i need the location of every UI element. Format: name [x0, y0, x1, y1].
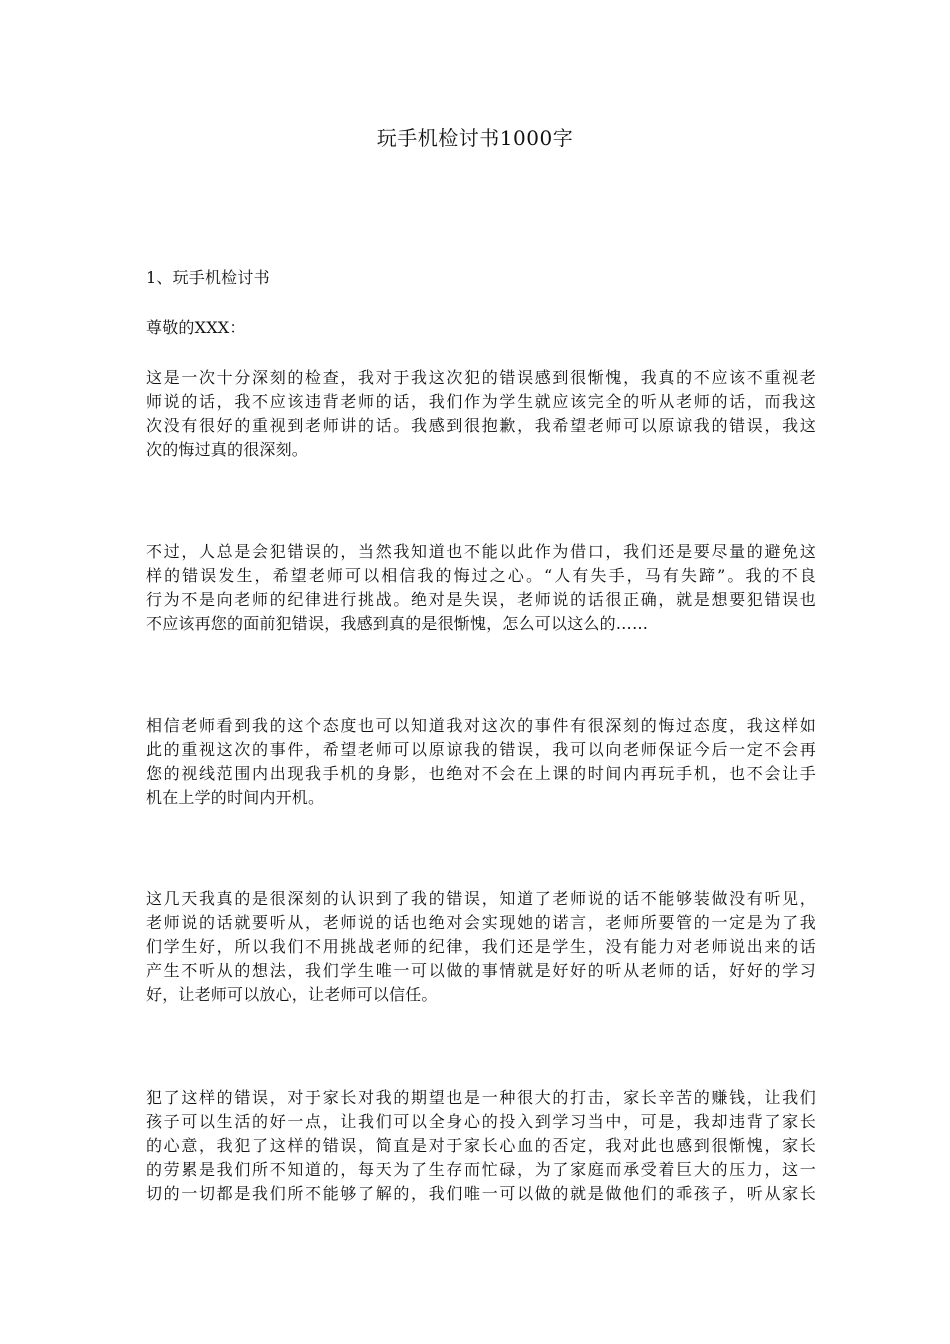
paragraph-5 [146, 1086, 816, 1206]
paragraph-line: 师说的话，我不应该违背老师的话，我们作为学生就应该完全的听从老师的话，而我这 [146, 392, 816, 411]
paragraph-line: 好，让老师可以放心，让老师可以信任。 [146, 985, 438, 1004]
paragraph-line: 产生不听从的想法，我们学生唯一可以做的事情就是好好的听从老师的话，好好的学习 [146, 961, 816, 980]
paragraph-line: 这是一次十分深刻的检查，我对于我这次犯的错误感到很惭愧，我真的不应该不重视老 [146, 368, 816, 387]
paragraph-line: 老师说的话就要听从，老师说的话也绝对会实现她的诺言，老师所要管的一定是为了我 [146, 913, 816, 932]
paragraph-line: 们学生好，所以我们不用挑战老师的纪律，我们还是学生，没有能力对老师说出来的话 [146, 937, 816, 956]
paragraph-line: 相信老师看到我的这个态度也可以知道我对这次的事件有很深刻的悔过态度，我这样如 [146, 716, 816, 735]
paragraph-line: 的心意，我犯了这样的错误，简直是对于家长心血的否定，我对此也感到很惭愧，家长 [146, 1136, 816, 1155]
document-title: 玩手机检讨书1000字 [376, 126, 574, 150]
paragraph-line: 孩子可以生活的好一点，让我们可以全身心的投入到学习当中，可是，我却违背了家长 [146, 1112, 816, 1131]
paragraph-line: 的劳累是我们所不知道的，每天为了生存而忙碌，为了家庭而承受着巨大的压力，这一 [146, 1160, 816, 1179]
paragraph-2 [146, 540, 816, 636]
salutation: 尊敬的XXX： [146, 318, 246, 337]
paragraph-line: 行为不是向老师的纪律进行挑战。绝对是失误，老师说的话很正确，就是想要犯错误也 [146, 590, 816, 609]
paragraph-line: 样的错误发生，希望老师可以相信我的悔过之心。“人有失手，马有失蹄”。我的不良 [146, 566, 816, 585]
section-heading: 1、玩手机检讨书 [146, 268, 270, 287]
paragraph-line: 此的重视这次的事件，希望老师可以原谅我的错误，我可以向老师保证今后一定不会再 [146, 740, 816, 759]
paragraph-line: 机在上学的时间内开机。 [146, 788, 325, 807]
paragraph-4 [146, 887, 816, 1007]
paragraph-line: 犯了这样的错误，对于家长对我的期望也是一种很大的打击，家长辛苦的赚钱，让我们 [146, 1088, 816, 1107]
paragraph-line: 次的悔过真的很深刻。 [146, 440, 309, 459]
paragraph-line: 不应该再您的面前犯错误，我感到真的是很惭愧，怎么可以这么的…… [146, 614, 649, 633]
paragraph-line: 次没有很好的重视到老师讲的话。我感到很抱歉，我希望老师可以原谅我的错误，我这 [146, 416, 816, 435]
paragraph-line: 切的一切都是我们所不能够了解的，我们唯一可以做的就是做他们的乖孩子，听从家长 [146, 1184, 816, 1203]
paragraph-1 [146, 366, 816, 462]
paragraph-line: 您的视线范围内出现我手机的身影，也绝对不会在上课的时间内再玩手机，也不会让手 [146, 764, 816, 783]
paragraph-line: 这几天我真的是很深刻的认识到了我的错误，知道了老师说的话不能够装做没有听见， [146, 889, 816, 908]
paragraph-3 [146, 714, 816, 810]
paragraph-line: 不过，人总是会犯错误的，当然我知道也不能以此作为借口，我们还是要尽量的避免这 [146, 542, 816, 561]
